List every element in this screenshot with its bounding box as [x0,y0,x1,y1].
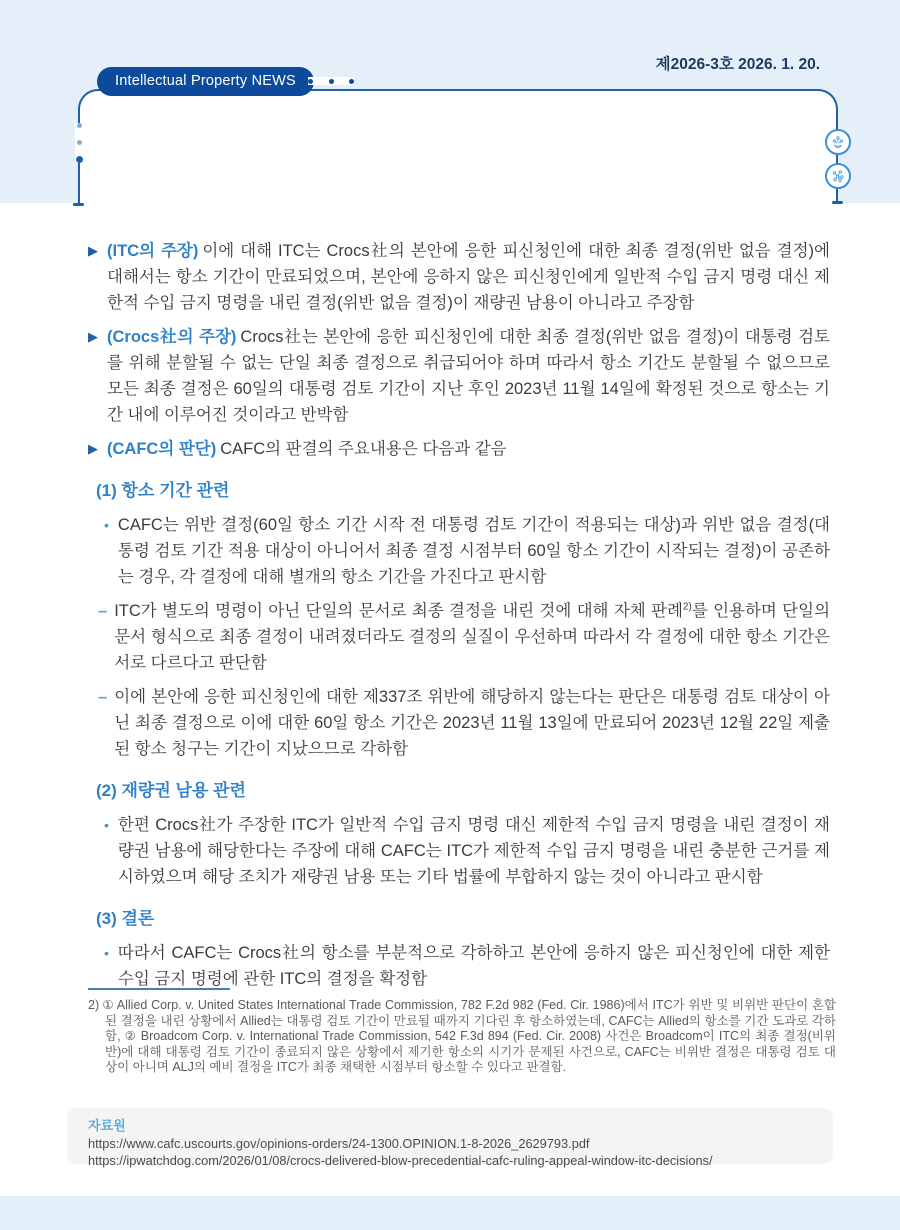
section-title-appeal-period: (1) 항소 기간 관련 [96,481,230,500]
source-label: 자료원 [88,1118,126,1133]
source-box [67,1108,833,1168]
list-item [104,812,830,890]
footnote-marker: 2) [88,998,100,1012]
list-item [104,940,830,992]
claim-item-crocs [88,324,830,428]
top-line-dots [308,77,354,85]
footnote-reference: 2) [682,601,692,613]
claim-label: (Crocs社의 주장) [107,328,237,346]
issue-number: 제2026-3호 2026. 1. 20. [655,56,820,73]
newsletter-title-badge: Intellectual Property NEWS [97,67,314,96]
bottom-background-band [0,1196,900,1230]
triangle-bullet-icon: ▶ [88,441,98,456]
list-subitem [98,684,830,762]
list-subitem-text: ITC가 별도의 명령이 아닌 단일의 문서로 최종 결정을 내린 것에 대해 자체 판례$^{2)}$를 인용하며 단일의 문서 형식으로 최종 결정이 내려졌더라도 결정의 실질이 우선하며 따라서 각 결정에 대한 항소 기간은 서로 다르다고 판단함 [114,601,831,672]
claim-label: (ITC의 주장) [107,242,199,260]
footnote [88,998,836,1076]
dash-bullet-icon: – [98,602,108,620]
footnote-text: ① Allied Corp. v. United States International Trade Commission, 782 F.2d 982 (Fed. Cir. 1986)에서 ITC가 위반 및 비위반 판단이 혼합된 결정을 내린 상황에서 Allied는 대통령 검토 기간이 만료될 때까지 기다린 후 항소하였는데, CAFC는 Allied의 항소를 기간 도과로 각하함, ② Broadcom Corp. v. International Trade Commission, 542 F.3d 894 (Fed. Cir. 2008) 사건은 Broadcom이 ITC의 최종 결정(비위반)에 대해 대통령 검토 기간이 종료되지 않은 상황에서 제기한 항소의 시기가 문제된 사건으로, CAFC는 비위반 결정은 대통령 검토 대상이 아니며 ALJ의 예비 결정을 ITC가 최종 채택한 시점부터 항소할 수 있다고 판결함. [102,998,836,1075]
list-subitem-text: 이에 본안에 응한 피신청인에 대한 제337조 위반에 해당하지 않는다는 판단은 대통령 검토 대상이 아닌 최종 결정으로 이에 대한 60일 항소 기간은 2023년 11월 13일에 만료되어 2023년 12월 22일 제출된 항소 청구는 기간이 지났으므로 각하함 [114,688,830,758]
article-body [88,238,830,1000]
triangle-bullet-icon: ▶ [88,243,98,258]
left-line-dots [75,123,83,163]
footnote-divider [88,988,230,990]
list-item-text: 따라서 CAFC는 Crocs社의 항소를 부분적으로 각하하고 본안에 응하지 않은 피신청인에 대한 제한 수입 금지 명령에 관한 ITC의 결정을 확정함 [117,944,830,988]
molecule-network-icon [825,163,851,189]
claim-paragraph [107,238,830,316]
list-item [104,512,830,590]
list-subitem [98,598,830,676]
claim-text: Crocs社는 본안에 응한 피신청인에 대한 최종 결정(위반 없음 결정)이 대통령 검토를 위해 분할될 수 없는 단일 최종 결정으로 취급되어야 하며 따라서 항소 기간도 분할될 수 없으므로 모든 최종 결정은 60일의 대통령 검토 기간이 지난 후인 2023년 11월 14일에 확정된 것으로 항소는 기간 내에 이루어진 것이라고 반박함 [107,328,830,424]
claim-paragraph [107,324,830,428]
claim-label: (CAFC의 판단) [107,440,217,458]
dot-bullet-icon: • [104,517,109,533]
dot-bullet-icon: • [104,945,109,961]
claim-item-cafc [88,436,830,462]
header-frame [78,73,838,203]
sprout-circuit-icon [825,129,851,155]
list-item-text: 한편 Crocs社가 주장한 ITC가 일반적 수입 금지 명령 대신 제한적 수입 금지 명령을 내린 결정이 재량권 남용에 해당한다는 주장에 대해 CAFC는 ITC가 제한적 수입 금지 명령을 내린 충분한 근거를 제시하였으며 해당 조치가 재량권 남용 또는 기타 법률에 부합하지 않는 것이 아니라고 판시함 [117,816,830,886]
section-title-conclusion: (3) 결론 [96,909,155,928]
dot-bullet-icon: • [104,817,109,833]
claim-item-itc [88,238,830,316]
claim-text: 이에 대해 ITC는 Crocs社의 본안에 응한 피신청인에 대한 최종 결정(위반 없음 결정)에 대해서는 항소 기간이 만료되었으며, 본안에 응하지 않은 피신청인에게 일반적 수입 금지 명령 대신 제한적 수입 금지 명령을 내린 결정(위반 없음 결정)이 재량권 남용이 아니라고 주장함 [107,242,830,312]
source-url-ipwatchdog[interactable]: https://ipwatchdog.com/2026/01/08/crocs-delivered-blow-precedential-cafc-ruling-appeal-window-itc-decisions/ [88,1152,713,1168]
dash-bullet-icon: – [98,688,108,706]
list-item-text: CAFC는 위반 결정(60일 항소 기간 시작 전 대통령 검토 기간이 적용되는 대상)과 위반 없음 결정(대통령 검토 기간 적용 대상이 아니어서 최종 결정 시점부터 60일 항소 기간이 시작되는 결정)이 공존하는 경우, 각 결정에 대해 별개의 항소 기간을 가진다고 판시함 [117,516,830,586]
claim-paragraph [107,436,507,462]
triangle-bullet-icon: ▶ [88,329,98,344]
claim-text: CAFC의 판결의 주요내용은 다음과 같음 [220,440,507,458]
frame-left-end-cap [73,203,84,206]
frame-right-end-cap [832,201,843,204]
source-url-cafc[interactable]: https://www.cafc.uscourts.gov/opinions-orders/24-1300.OPINION.1-8-2026_2629793.pdf [88,1136,590,1151]
section-title-abuse-of-discretion: (2) 재량권 남용 관련 [96,781,246,800]
